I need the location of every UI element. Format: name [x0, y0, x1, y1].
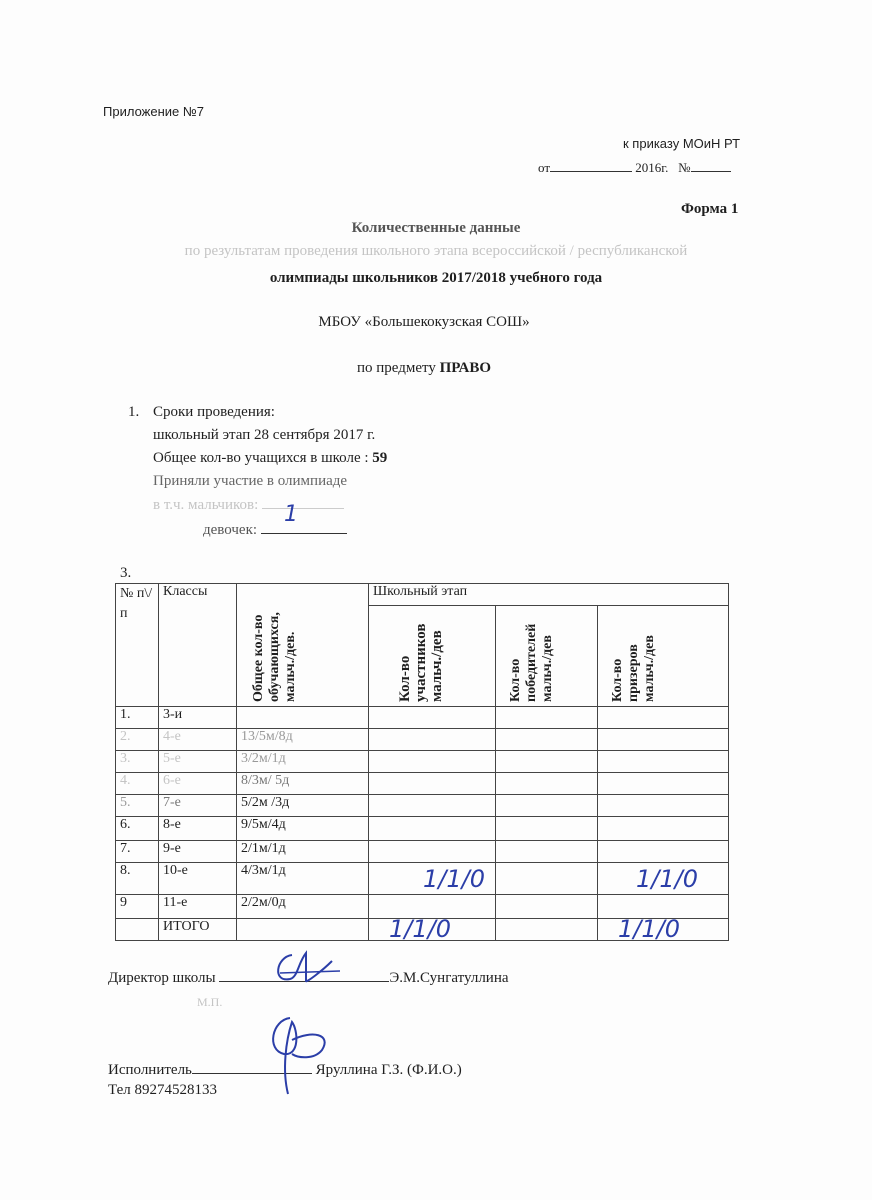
results-table	[115, 583, 729, 941]
section-1-heading: Сроки проведения:	[153, 404, 275, 420]
executor-name: Яруллина Г.З. (Ф.И.О.)	[315, 1062, 462, 1078]
phone-line: Тел 89274528133	[108, 1082, 217, 1098]
executor-signature	[252, 1010, 342, 1100]
table-row: 8. 10-е 4/3м/1д 1/1/0 1/1/0	[116, 863, 729, 895]
header-stage: Школьный этап	[369, 584, 729, 606]
table-row: 1. 3-и	[116, 707, 729, 729]
order-date-line	[538, 160, 731, 176]
total-students	[153, 450, 387, 467]
table-row: 6. 8-е 9/5м/4д	[116, 817, 729, 841]
executor-label: Исполнитель	[108, 1062, 192, 1078]
total-students-value: 59	[372, 450, 388, 466]
girls-line	[203, 522, 347, 539]
table-row: 2. 4-е 13/5м/8д	[116, 729, 729, 751]
stage-date: школьный этап 28 сентября 2017 г.	[153, 427, 376, 443]
participated-label: Приняли участие в олимпиаде	[153, 473, 348, 489]
header-participants: Кол-во участников мальч./дев	[369, 606, 496, 707]
boys-label: в т.ч. мальчиков:	[153, 497, 259, 513]
header-total: Общее кол-во обучающихся, мальч./дев.	[237, 584, 369, 707]
subject-line	[0, 360, 848, 377]
boys-value: 1	[284, 502, 299, 527]
director-signature	[262, 943, 342, 993]
appendix-label: Приложение №7	[103, 104, 205, 119]
girls-label: девочек:	[203, 522, 258, 538]
header-number: № п\/ п	[116, 584, 159, 707]
order-year: 2016г.	[635, 160, 669, 175]
director-label: Директор школы	[108, 970, 216, 986]
subject-name: ПРАВО	[439, 360, 492, 376]
table-row: 7. 9-е 2/1м/1д	[116, 841, 729, 863]
header-winners: Кол-во победителей мальч./дев	[496, 606, 598, 707]
table-row: 5. 7-е 5/2м /3д	[116, 795, 729, 817]
header-prizers: Кол-во призеров мальч./дев	[598, 606, 729, 707]
header-classes: Классы	[159, 584, 237, 707]
title-line-2: по результатам проведения школьного этапа всероссийской / республиканской	[184, 243, 688, 259]
order-number-label: №	[678, 160, 691, 175]
table-row: 3. 5-е 3/2м/1д	[116, 751, 729, 773]
section-3-number: 3.	[120, 565, 132, 581]
school-name: МБОУ «Большекокузская СОШ»	[318, 314, 530, 330]
table-row: 4. 6-е 8/3м/ 5д	[116, 773, 729, 795]
director-name: Э.М.Сунгатуллина	[389, 970, 509, 986]
title-line-1: Количественные данные	[351, 220, 521, 236]
title-line-3: олимпиады школьников 2017/2018 учебного года	[269, 270, 603, 286]
subject-prefix: по предмету	[356, 360, 436, 376]
table-row: 9 11-е 2/2м/0д	[116, 895, 729, 919]
order-reference: к приказу МОиН РТ	[623, 136, 741, 151]
stamp-label: М.П.	[197, 995, 223, 1009]
form-label: Форма 1	[681, 201, 739, 217]
section-1-number: 1.	[128, 404, 140, 420]
boys-line	[153, 497, 344, 527]
table-row-total: ИТОГО 1/1/0 1/1/0	[116, 919, 729, 941]
total-students-label: Общее кол-во учащихся в школе :	[153, 450, 369, 466]
order-date-prefix: от	[538, 160, 551, 175]
